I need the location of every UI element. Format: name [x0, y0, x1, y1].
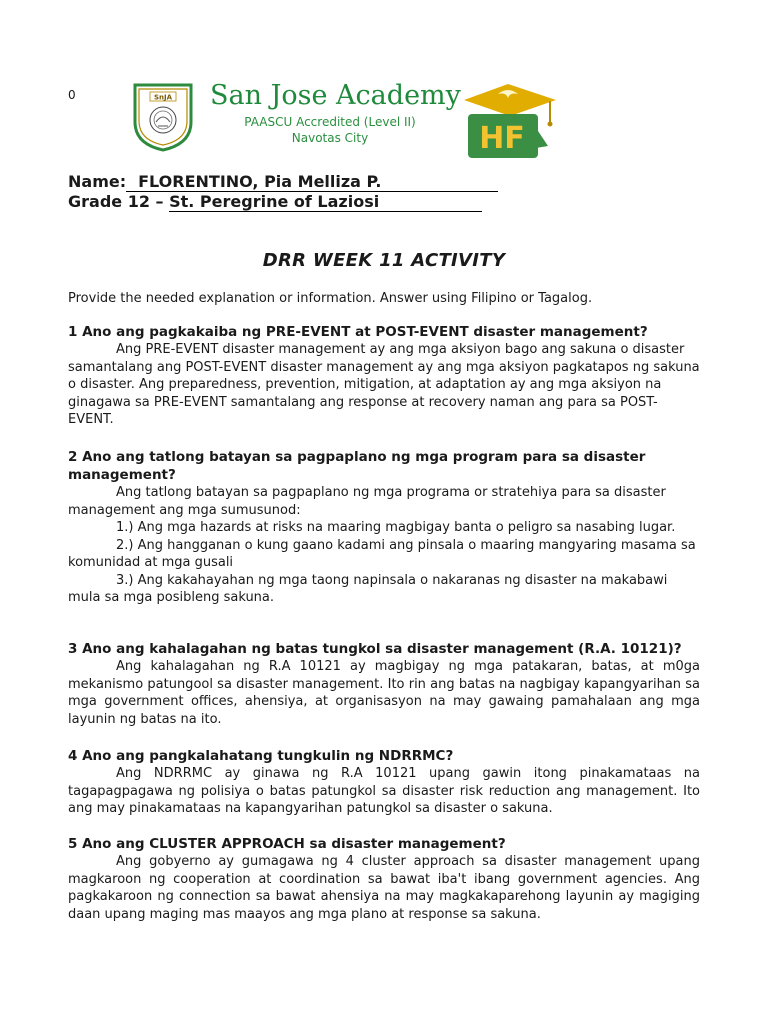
- activity-title: DRR WEEK 11 ACTIVITY: [262, 250, 506, 271]
- answer-text: Ang tatlong batayan sa pagpaplano ng mga programa or stratehiya para sa disaster management ang mga sumusunod:: [68, 485, 666, 518]
- question-text: 1 Ano ang pagkakaiba ng PRE-EVENT at POST-EVENT disaster management?: [68, 324, 648, 340]
- answer-list-item: 1.) Ang mga hazards at risks na maaring magbigay banta o peligro sa nasabing lugar.: [116, 520, 676, 535]
- question-block-5: [68, 835, 700, 923]
- section-value: St. Peregrine of Laziosi: [169, 192, 482, 212]
- question-block-2: [68, 448, 700, 607]
- page-number: 0: [68, 88, 76, 102]
- school-seal-logo: [132, 82, 194, 152]
- grade-label: Grade 12 –: [68, 192, 164, 211]
- accreditation-text: PAASCU Accredited (Level II): [244, 115, 416, 129]
- answer-text: Ang kahalagahan ng R.A 10121 ay magbigay ng mga patakaran, batas, at m0ga mekanismo patungool sa disaster management. Ito rin ang batas na nagbigay kapangyarihan sa mga government offices, ahensiya, at organisasyon na may gawaing pamahalaan ang mga layunin ng batas na ito.: [68, 659, 700, 727]
- grade-section-line: [68, 192, 482, 212]
- question-block-3: [68, 640, 700, 728]
- seal-text: SnJA: [153, 93, 173, 102]
- answer-text: Ang PRE-EVENT disaster management ay ang mga aksiyon bago ang sakuna o disaster samantalang ang POST-EVENT disaster management ay ang mga aksiyon pagkatapos ng sakuna o disaster. Ang preparedness, prevention, mitigation, at adaptation ay ang mga aksiyon na ginagawa sa PRE-EVENT samantalang ang response at recovery naman ang para sa POST-EVENT.: [68, 342, 700, 427]
- question-text: 3 Ano ang kahalagahan ng batas tungkol sa disaster management (R.A. 10121)?: [68, 641, 682, 657]
- question-text: 2 Ano ang tatlong batayan sa pagpaplano ng mga program para sa disaster management?: [68, 449, 646, 483]
- name-label: Name:: [68, 172, 127, 191]
- hf-graduation-cap-logo: [458, 78, 562, 162]
- answer-list-item: 3.) Ang kakahayahan ng mga taong napinsala o nakaranas ng disaster na makabawi mula sa mga posibleng sakuna.: [68, 572, 668, 605]
- question-block-1: [68, 323, 700, 429]
- hf-text: HF: [479, 121, 525, 156]
- answer-list-item: 2.) Ang hangganan o kung gaano kadami ang pinsala o maaring mangyaring masama sa komunidad at mga gusali: [68, 537, 696, 570]
- school-name: San Jose Academy: [210, 80, 461, 111]
- question-block-4: [68, 747, 700, 818]
- city-text: Navotas City: [291, 131, 369, 145]
- answer-text: Ang NDRRMC ay ginawa ng R.A 10121 upang gawin itong pinakamataas na tagapagpagawa ng polisiya o batas patungkol sa disaster risk reduction ang management. Ito ang may pinakamataas na kapangyarihan patungkol sa disaster o sakuna.: [68, 766, 700, 816]
- student-name-line: [68, 172, 498, 192]
- question-text: 5 Ano ang CLUSTER APPROACH sa disaster management?: [68, 836, 506, 852]
- answer-text: Ang gobyerno ay gumagawa ng 4 cluster approach sa disaster management upang magkaroon ng cooperation at coordination sa bawat iba't ibang government agencies. Ang pagkakaroon ng connection sa bawat ahensiya na may magkakaparehong layunin ay magiging daan upang maging mas maayos ang mga plano at response sa sakuna.: [68, 854, 700, 922]
- name-value: FLORENTINO, Pia Melliza P.: [126, 172, 498, 192]
- question-text: 4 Ano ang pangkalahatang tungkulin ng NDRRMC?: [68, 748, 454, 764]
- instruction-text: Provide the needed explanation or information. Answer using Filipino or Tagalog.: [68, 291, 593, 306]
